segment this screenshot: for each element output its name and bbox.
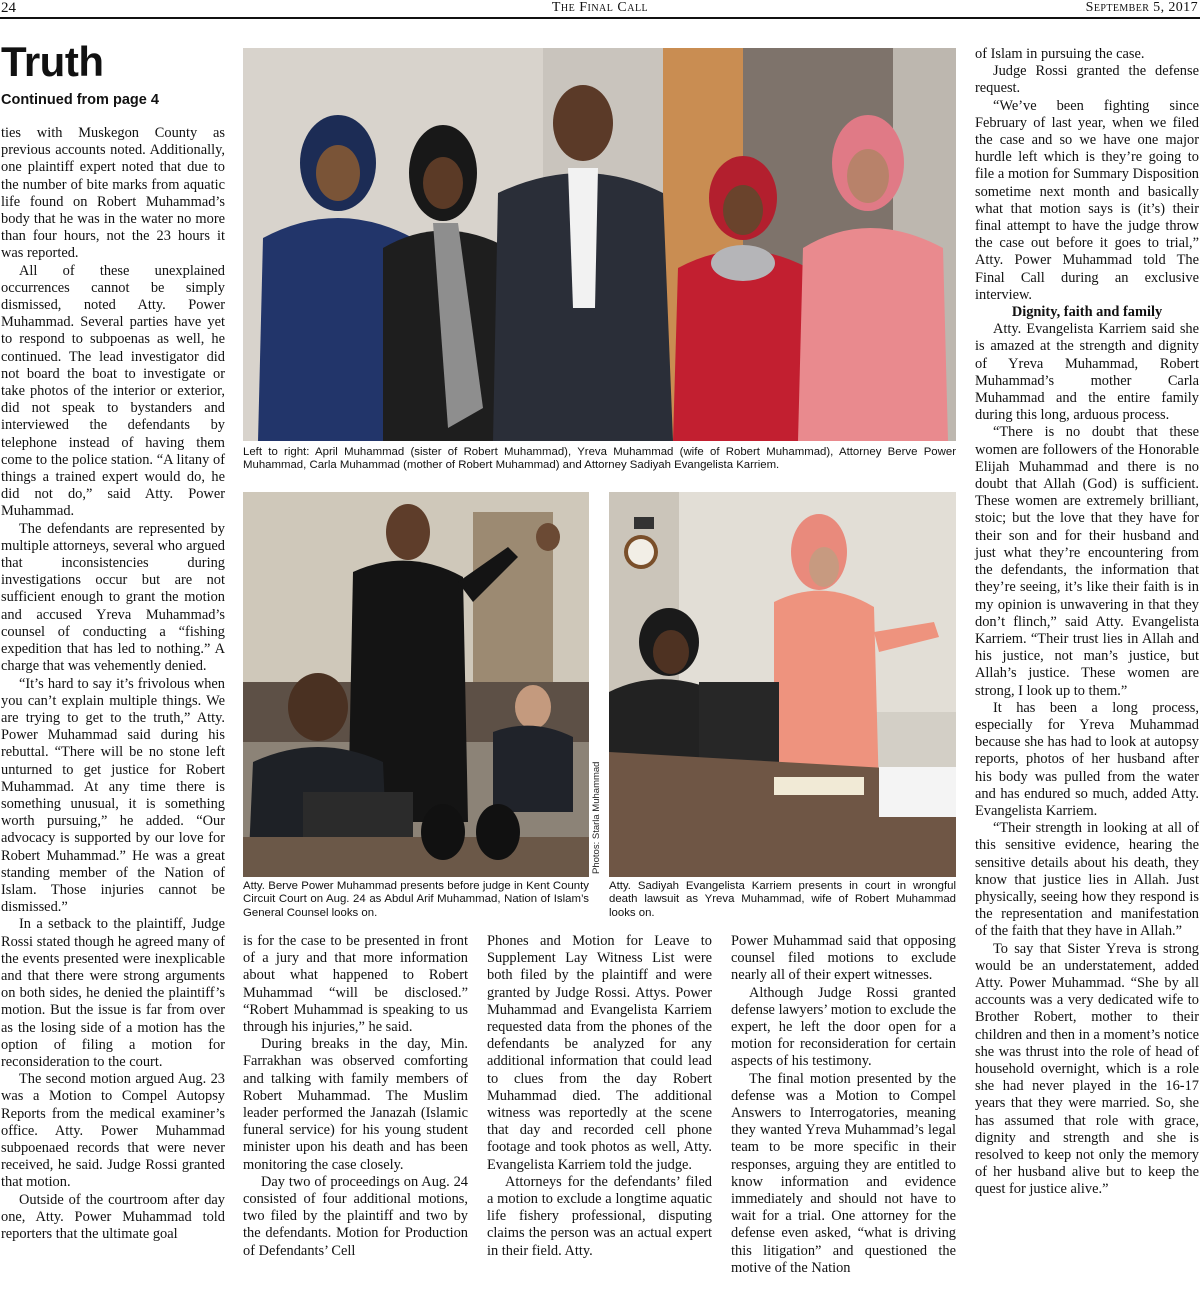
group-photo-caption: Left to right: April Muhammad (sister of Robert Muhammad), Yreva Muhammad (wife of Robert Muhammad), Attorney Berve Power Muhammad, Carla Muhammad (mother of Robert Muhammad) and Attorney Sadiyah Evangelista Karriem. bbox=[243, 446, 956, 472]
paragraph: Although Judge Rossi granted defense lawyers’ motion to exclude the expert, he left the door open for a motion for reconsideration for certain aspects of his testimony. bbox=[731, 984, 956, 1070]
courtroom-photo-left bbox=[243, 492, 589, 877]
courtroom-photo-right bbox=[609, 492, 956, 877]
courtroom-photo-left-image bbox=[243, 492, 589, 877]
paragraph: Attorneys for the defendants’ filed a motion to exclude a longtime aquatic life fishery professional, disputing claims the person was an actual expert in their field. Atty. bbox=[487, 1173, 712, 1259]
courtroom-left-caption: Atty. Berve Power Muhammad presents before judge in Kent County Circuit Court on Aug. 24 as Abdul Arif Muhammad, Nation of Islam’s General Counsel looks on. bbox=[243, 880, 589, 919]
page-header bbox=[0, 0, 1200, 18]
paragraph: of Islam in pursuing the case. bbox=[975, 46, 1145, 62]
article-column-5 bbox=[975, 46, 1199, 1199]
paragraph: “We’ve been fighting since February of last year, when we filed the case and so we have one major hurdle left which is they’re going to file a motion for Summary Disposition sometime next month and basically what that motion says is (it’s) their final attempt to have the judge throw the case out before it goes to trial,” Atty. Power Muhammad told The Final Call during an exclusive interview. bbox=[975, 97, 1199, 303]
courtroom-right-caption: Atty. Sadiyah Evangelista Karriem presents in court in wrongful death lawsuit as Yreva Muhammad, wife of Robert Muhammad looks on. bbox=[609, 880, 956, 919]
article-column-3 bbox=[487, 933, 712, 1260]
continued-from-line: Continued from page 4 bbox=[1, 92, 159, 108]
photo-credit: Photos: Starla Muhammad bbox=[591, 761, 602, 874]
paragraph: Judge Rossi granted the defense request. bbox=[975, 63, 1199, 97]
group-photo-image bbox=[243, 48, 956, 441]
paragraph: “It’s hard to say it’s frivolous when you can’t explain multiple things. We are trying to get to the truth,” Atty. Power Muhammad said during his rebuttal. “There will be no stone left unturned to get justice for Robert Muhammad. At any time there is something unusual, it is something worth pursuing,” he added. “Our advocacy is supported by our love for Robert Muhammad.” He was a great standing member of the Nation of Islam. Those injuries cannot be dismissed.” bbox=[1, 675, 225, 916]
page-number: 24 bbox=[1, 0, 16, 16]
paragraph: ties with Muskegon County as previous accounts noted. Additionally, one plaintiff expert noted that due to the number of bite marks from aquatic life found on Robert Muhammad’s body that he was in the water no more than four hours, not the 23 hours it was reported. bbox=[1, 125, 225, 262]
paragraph: The defendants are represented by multiple attorneys, several who argued that inconsistencies during investigations occur but are not sufficient enough to grant the motion and accused Yreva Muhammad’s counsel of conducting a “fishing expedition that has led to nothing.” A charge that was vehemently denied. bbox=[1, 520, 225, 675]
article-headline: Truth bbox=[1, 38, 104, 85]
paragraph: is for the case to be presented in front of a jury and that more information about what happened to Robert Muhammad “will be disclosed.” “Robert Muhammad is speaking to us through his injuries,” he said. bbox=[243, 933, 468, 1036]
section-subhead: Dignity, faith and family bbox=[1011, 304, 1163, 321]
paragraph: In a setback to the plaintiff, Judge Rossi stated though he agreed many of the events presented were inexplicable and that there were strong arguments on both sides, he denied the plaintiff’s motion. But the issue is far from over as the losing side of a motion has the option of filing a motion for reconsideration to the court. bbox=[1, 916, 225, 1070]
group-photo bbox=[243, 48, 956, 441]
paragraph: It has been a long process, especially for Yreva Muhammad because she has had to look at autopsy reports, photos of her husband after his body was pulled from the water and has endured so much, added Atty. Evangelista Karriem. bbox=[975, 699, 1199, 819]
paragraph: Power Muhammad said that opposing counsel filed motions to exclude nearly all of their expert witnesses. bbox=[731, 933, 956, 984]
paragraph: Outside of the courtroom after day one, Atty. Power Muhammad told reporters that the ultimate goal bbox=[1, 1191, 225, 1242]
paragraph: “Their strength in looking at all of this sensitive evidence, hearing the sensitive details about his death, they know that justice lies in Allah. Just physically, seeing how they respond is the representation and manifestation of the faith that they have in Allah.” bbox=[975, 820, 1199, 940]
paragraph: The second motion argued Aug. 23 was a Motion to Compel Autopsy Reports from the medical examiner’s office. Atty. Power Muhammad subpoenaed records that were never received, he said. Judge Rossi granted that motion. bbox=[1, 1071, 225, 1191]
article-column-4 bbox=[731, 933, 956, 1277]
header-rule bbox=[0, 17, 1200, 19]
paragraph: To say that Sister Yreva is strong would be an understatement, added Atty. Power Muhammad. “She by all accounts was a very dedicated wife to Brother Robert, mother to their children and then in a moment’s notice she was thrust into the role of head of household overnight, which is a role she had never played in the 16-17 years that they were married. So, she has assumed that role with grace, dignity and strength and she is resolved to keep not only the memory of her husband alive but to keep the quest for justice alive.” bbox=[975, 940, 1199, 1198]
paragraph: During breaks in the day, Min. Farrakhan was observed comforting and talking with family members of Robert Muhammad. The Muslim leader performed the Janazah (Islamic funeral service) for his young student minister upon his death and has been monitoring the case closely. bbox=[243, 1036, 468, 1173]
courtroom-photo-right-image bbox=[609, 492, 956, 877]
article-column-2 bbox=[243, 933, 468, 1260]
paragraph: Phones and Motion for Leave to Supplement Lay Witness List were both filed by the plaintiff and were granted by Judge Rossi. Attys. Power Muhammad and Evangelista Karriem requested data from the phones of the defendants be analyzed for any additional information that could lead to clues from the day Robert Muhammad died. The additional witness was reportedly at the scene that day and recorded cell phone footage and took photos as well, Atty. Evangelista Karriem told the judge. bbox=[487, 933, 712, 1173]
paragraph: The final motion presented by the defense was a Motion to Compel Answers to Interrogatories, meaning they wanted Yreva Muhammad’s legal team to be more specific in their responses, arguing they are entitled to know information and evidence immediately and should not have to wait for a trial. One attorney for the defense even asked, “what is driving this litigation” and questioned the motive of the Nation bbox=[731, 1070, 956, 1276]
paragraph: Day two of proceedings on Aug. 24 consisted of four additional motions, two filed by the plaintiff and two by the defendants. Motion for Production of Defendants’ Cell bbox=[243, 1173, 468, 1259]
paragraph: “There is no doubt that these women are followers of the Honorable Elijah Muhammad and there is no doubt that Allah (God) is sufficient. These women are extremely brilliant, stoic; but the love that they have for their son and for their husband and just what they’re encountering from the defendants, the information that they’re seeing, it’s like their faith is in my opinion is unwavering in that they don’t flinch,” said Atty. Evangelista Karriem. “Their trust lies in Allah and his justice, not man’s justice, but Allah’s justice. These women are strong, I look up to them.” bbox=[975, 424, 1199, 699]
paragraph: Atty. Evangelista Karriem said she is amazed at the strength and dignity of Yreva Muhammad, Robert Muhammad’s mother Carla Muhammad and the entire family during this long, arduous process. bbox=[975, 321, 1199, 424]
publication-name: The Final Call bbox=[551, 0, 649, 15]
paragraph: All of these unexplained occurrences cannot be simply dismissed, noted Atty. Power Muhammad. Several parties have yet to respond to subpoenas as well, he continued. The lead investigator did not board the boat to investigate or take photos of the interior or exterior, did not speak to bystanders and interviewed the defendants by telephone instead of having them come to the police station. “A litany of things a trained expert would do, he did not do,” said Atty. Power Muhammad. bbox=[1, 262, 225, 520]
issue-date: September 5, 2017 bbox=[1085, 0, 1198, 15]
article-column-1 bbox=[1, 125, 225, 1243]
